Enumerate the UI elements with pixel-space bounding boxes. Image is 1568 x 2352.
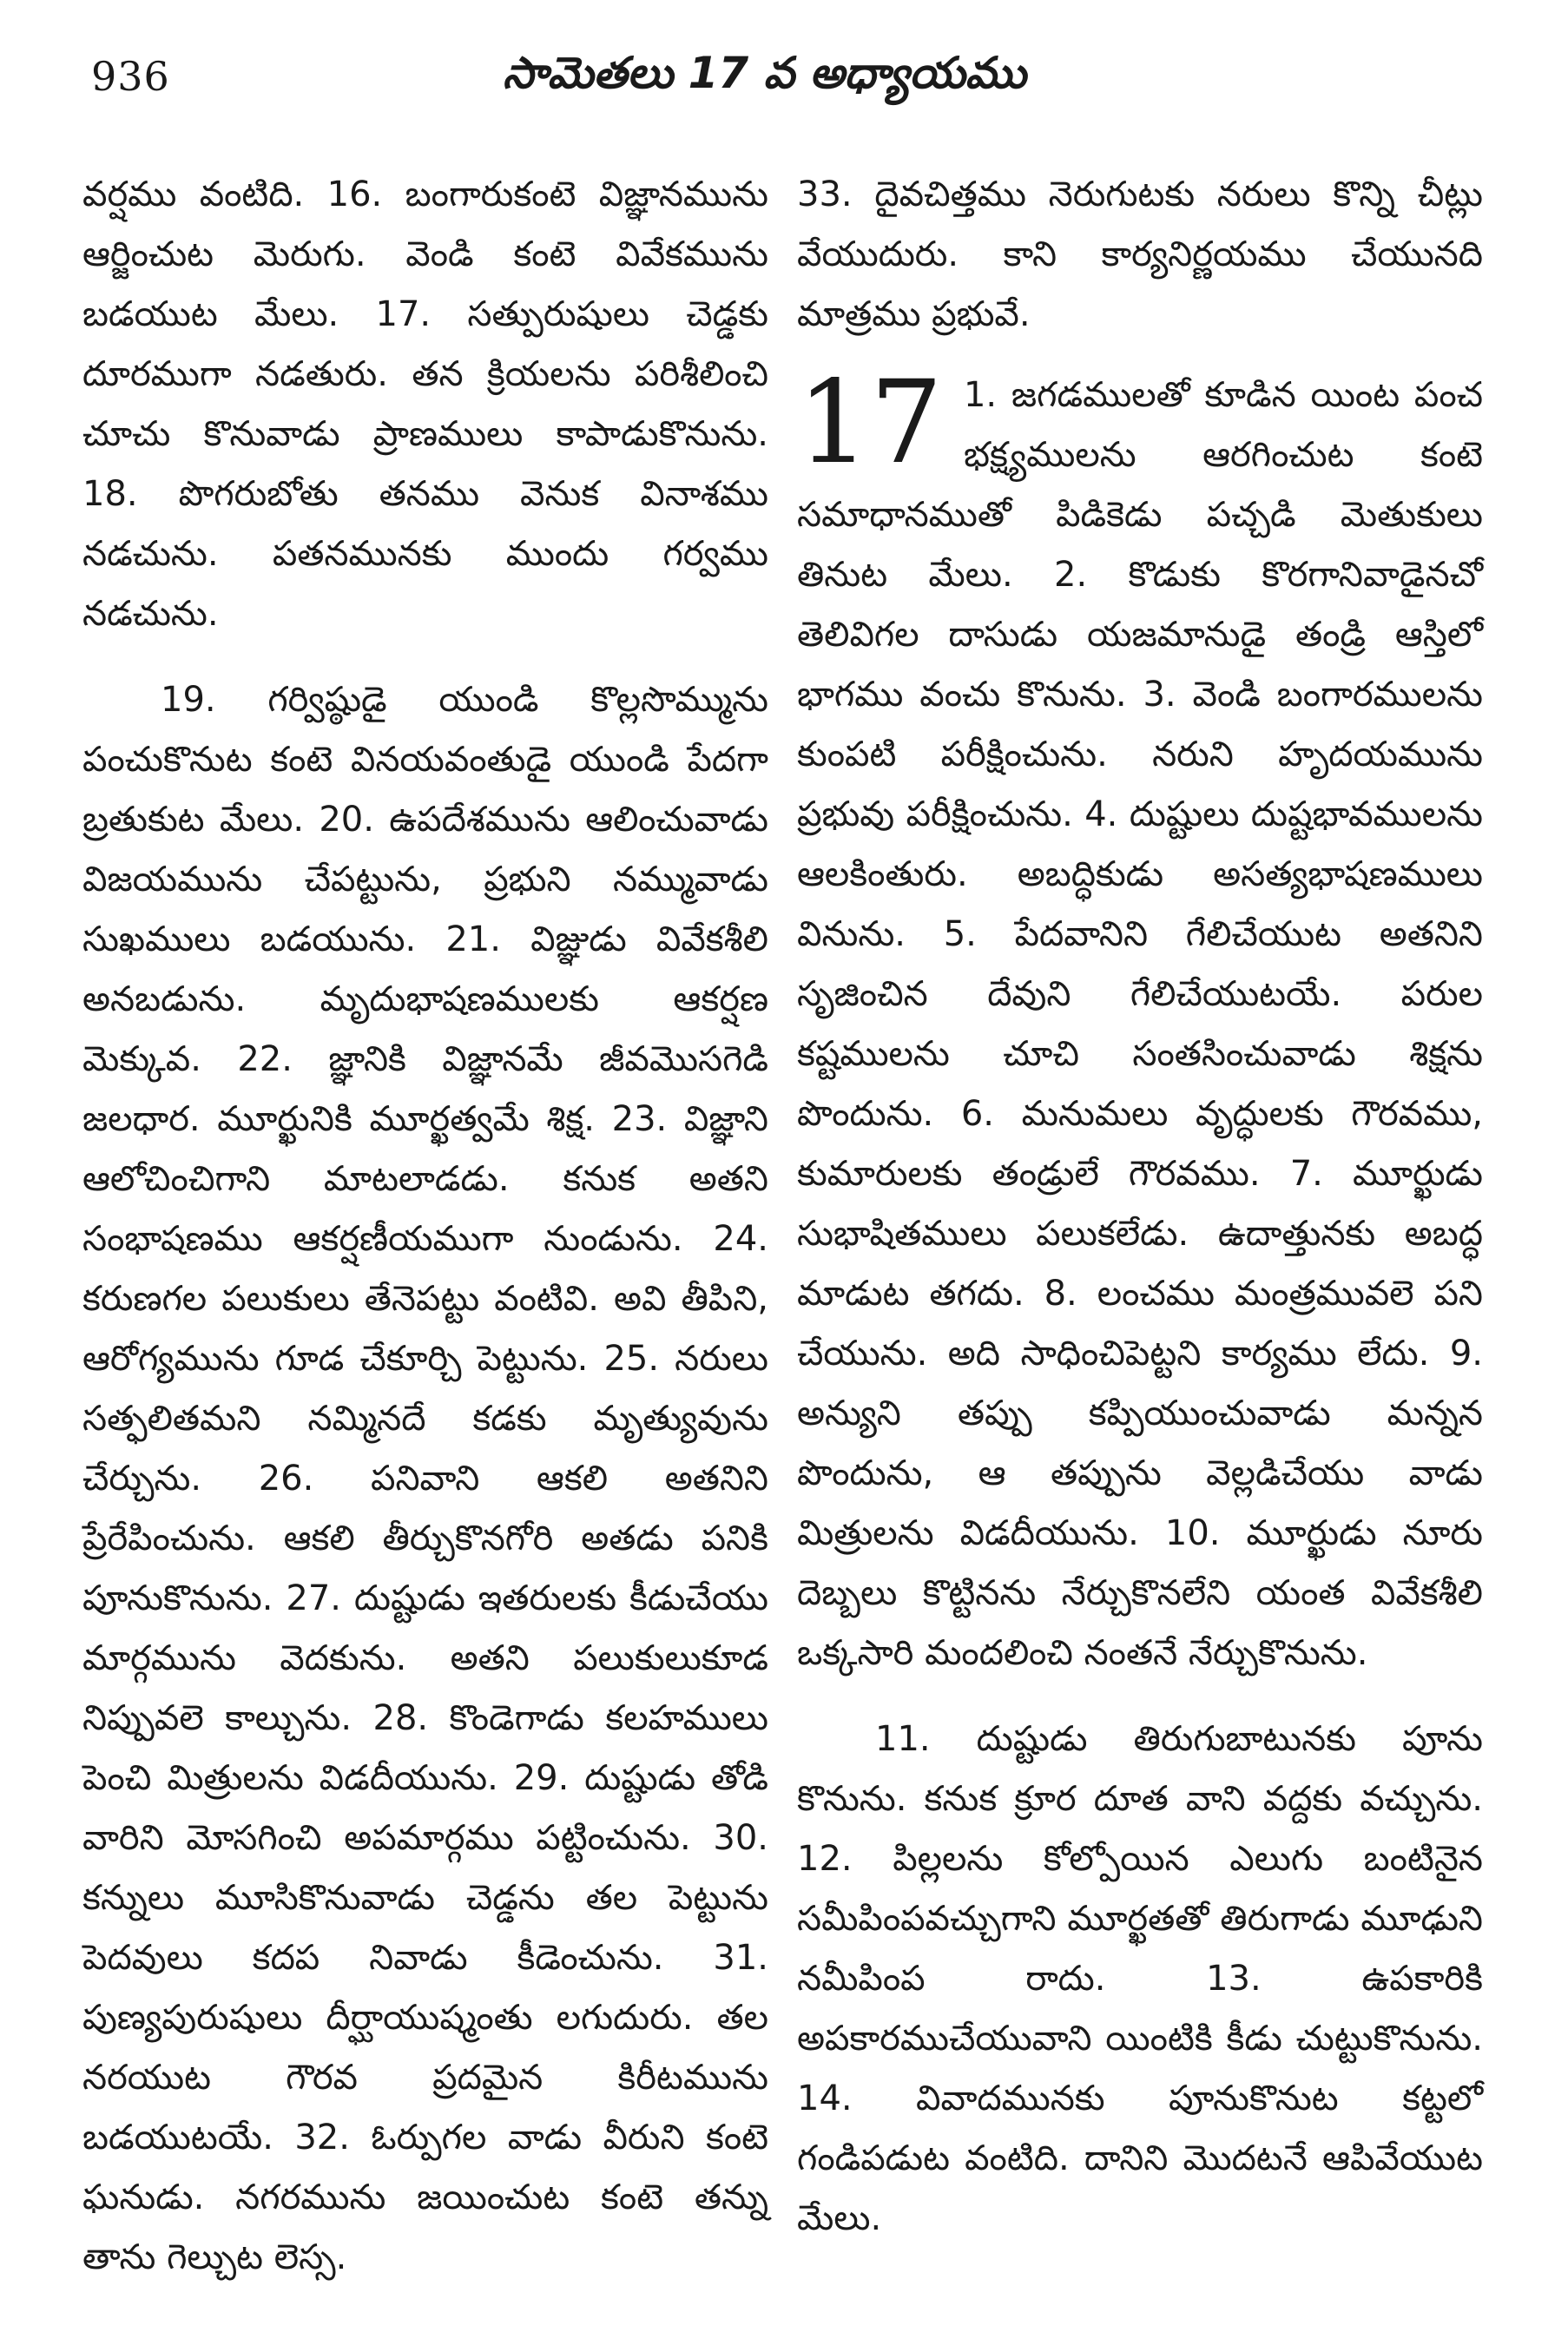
right-column xyxy=(797,165,1483,2249)
page-header xyxy=(91,48,1438,109)
chapter-paragraph xyxy=(797,356,1483,1683)
right-paragraph-3: 11. దుష్టుడు తిరుగుబాటునకు పూను కొనును. కనుక క్రూర దూత వాని వద్దకు వచ్చును. 12. పిల్లలను కోల్పోయిన ఎలుగు బంటినైన సమీపింపవచ్చుగాని మూర్ఖతతో తిరుగాడు మూఢుని నమీపింప రాదు. 13. ఉపకారికి అపకారముచేయువాని యింటికి కీడు చుట్టుకొనును. 14. వివాదమునకు పూనుకొనుట కట్టలో గండిపడుట వంటిది. దానిని మొదటనే ఆపివేయుట మేలు. xyxy=(797,1719,1483,2238)
left-column xyxy=(82,165,768,2288)
chapter-paragraph-text: 1. జగడములతో కూడిన యింట పంచ భక్ష్యములను ఆరగించుట కంటె సమాధానముతో పిడికెడు పచ్చడి మెతుకులు తినుట మేలు. 2. కొడుకు కొరగానివాడైనచో తెలివిగల దాసుడు యజమానుడై తండ్రి ఆస్తిలో భాగము వంచు కొనును. 3. వెండి బంగారములను కుంపటి పరీక్షించును. నరుని హృదయమును ప్రభువు పరీక్షించును. 4. దుష్టులు దుష్టభావములను ఆలకింతురు. అబద్ధికుడు అసత్యభాషణములు వినును. 5. పేదవానిని గేలిచేయుట అతనిని సృజించిన దేవుని గేలిచేయుటయే. పరుల కష్టములను చూచి సంతసించువాడు శిక్షను పొందును. 6. మనుమలు వృద్ధులకు గౌరవము, కుమారులకు తండ్రులే గౌరవము. 7. మూర్ఖుడు సుభాషితములు పలుకలేడు. ఉదాత్తునకు అబద్ధ మాడుట తగదు. 8. లంచము మంత్రమువలె పని చేయును. అది సాధించిపెట్టని కార్యము లేదు. 9. అన్యుని తప్పు కప్పియుంచువాడు మన్నన పొందును, ఆ తప్పును వెల్లడిచేయు వాడు మిత్రులను విడదీయును. 10. మూర్ఖుడు నూరు దెబ్బలు కొట్టినను నేర్చుకొనలేని యంత వివేకశీలి ఒక్కసారి మందలించి నంతనే నేర్చుకొనును. xyxy=(797,375,1483,1673)
left-paragraph-2: 19. గర్విష్ఠుడై యుండి కొల్లసొమ్మును పంచుకొనుట కంటె వినయవంతుడై యుండి పేదగా బ్రతుకుట మేలు. 20. ఉపదేశమును ఆలించువాడు విజయమును చేపట్టును, ప్రభుని నమ్మువాడు సుఖములు బడయును. 21. విజ్ఞుడు వివేకశీలి అనబడును. మృదుభాషణములకు ఆకర్షణ మెక్కువ. 22. జ్ఞానికి విజ్ఞానమే జీవమొసగెడి జలధార. మూర్ఖునికి మూర్ఖత్వమే శిక్ష. 23. విజ్ఞాని ఆలోచించిగాని మాటలాడడు. కనుక అతని సంభాషణము ఆకర్షణీయముగా నుండును. 24. కరుణగల పలుకులు తేనెపట్టు వంటివి. అవి తీపిని, ఆరోగ్యమును గూడ చేకూర్చి పెట్టును. 25. నరులు సత్ఫలితమని నమ్మినదే కడకు మృత్యువును చేర్చును. 26. పనివాని ఆకలి అతనిని ప్రేరేపించును. ఆకలి తీర్చుకొనగోరి అతడు పనికి పూనుకొనును. 27. దుష్టుడు ఇతరులకు కీడుచేయు మార్గమును వెదకును. అతని పలుకులుకూడ నిప్పువలె కాల్చును. 28. కొండెగాడు కలహములు పెంచి మిత్రులను విడదీయును. 29. దుష్టుడు తోడి వారిని మోసగించి అపమార్గము పట్టించును. 30. కన్నులు మూసికొనువాడు చెడ్డను తల పెట్టును పెదవులు కదప నివాడు కీడెంచును. 31. పుణ్యపురుషులు దీర్ఘాయుష్మంతు లగుదురు. తల నరయుట గౌరవ ప్రదమైన కిరీటమును బడయుటయే. 32. ఓర్పుగల వాడు వీరుని కంటె ఘనుడు. నగరమును జయించుట కంటె తన్ను తాను గెల్చుట లెస్స. xyxy=(82,680,768,2277)
running-title: సామెతలు 17 వ అధ్యాయము xyxy=(503,48,1026,98)
right-paragraph-1: 33. దైవచిత్తము నెరుగుటకు నరులు కొన్ని చీట్లు వేయుదురు. కాని కార్యనిర్ణయము చేయునది మాత్రము ప్రభువే. xyxy=(797,175,1483,334)
left-paragraph-1: వర్షము వంటిది. 16. బంగారుకంటె విజ్ఞానమును ఆర్జించుట మెరుగు. వెండి కంటె వివేకమును బడయుట మేలు. 17. సత్పురుషులు చెడ్డకు దూరముగా నడతురు. తన క్రియలను పరిశీలించి చూచు కొనువాడు ప్రాణములు కాపాడుకొనును. 18. పొగరుబోతు తనము వెనుక వినాశము నడచును. పతనమునకు ముందు గర్వము నడచును. xyxy=(82,175,768,634)
chapter-number: 17 xyxy=(797,356,943,490)
page-number: 936 xyxy=(91,53,170,100)
